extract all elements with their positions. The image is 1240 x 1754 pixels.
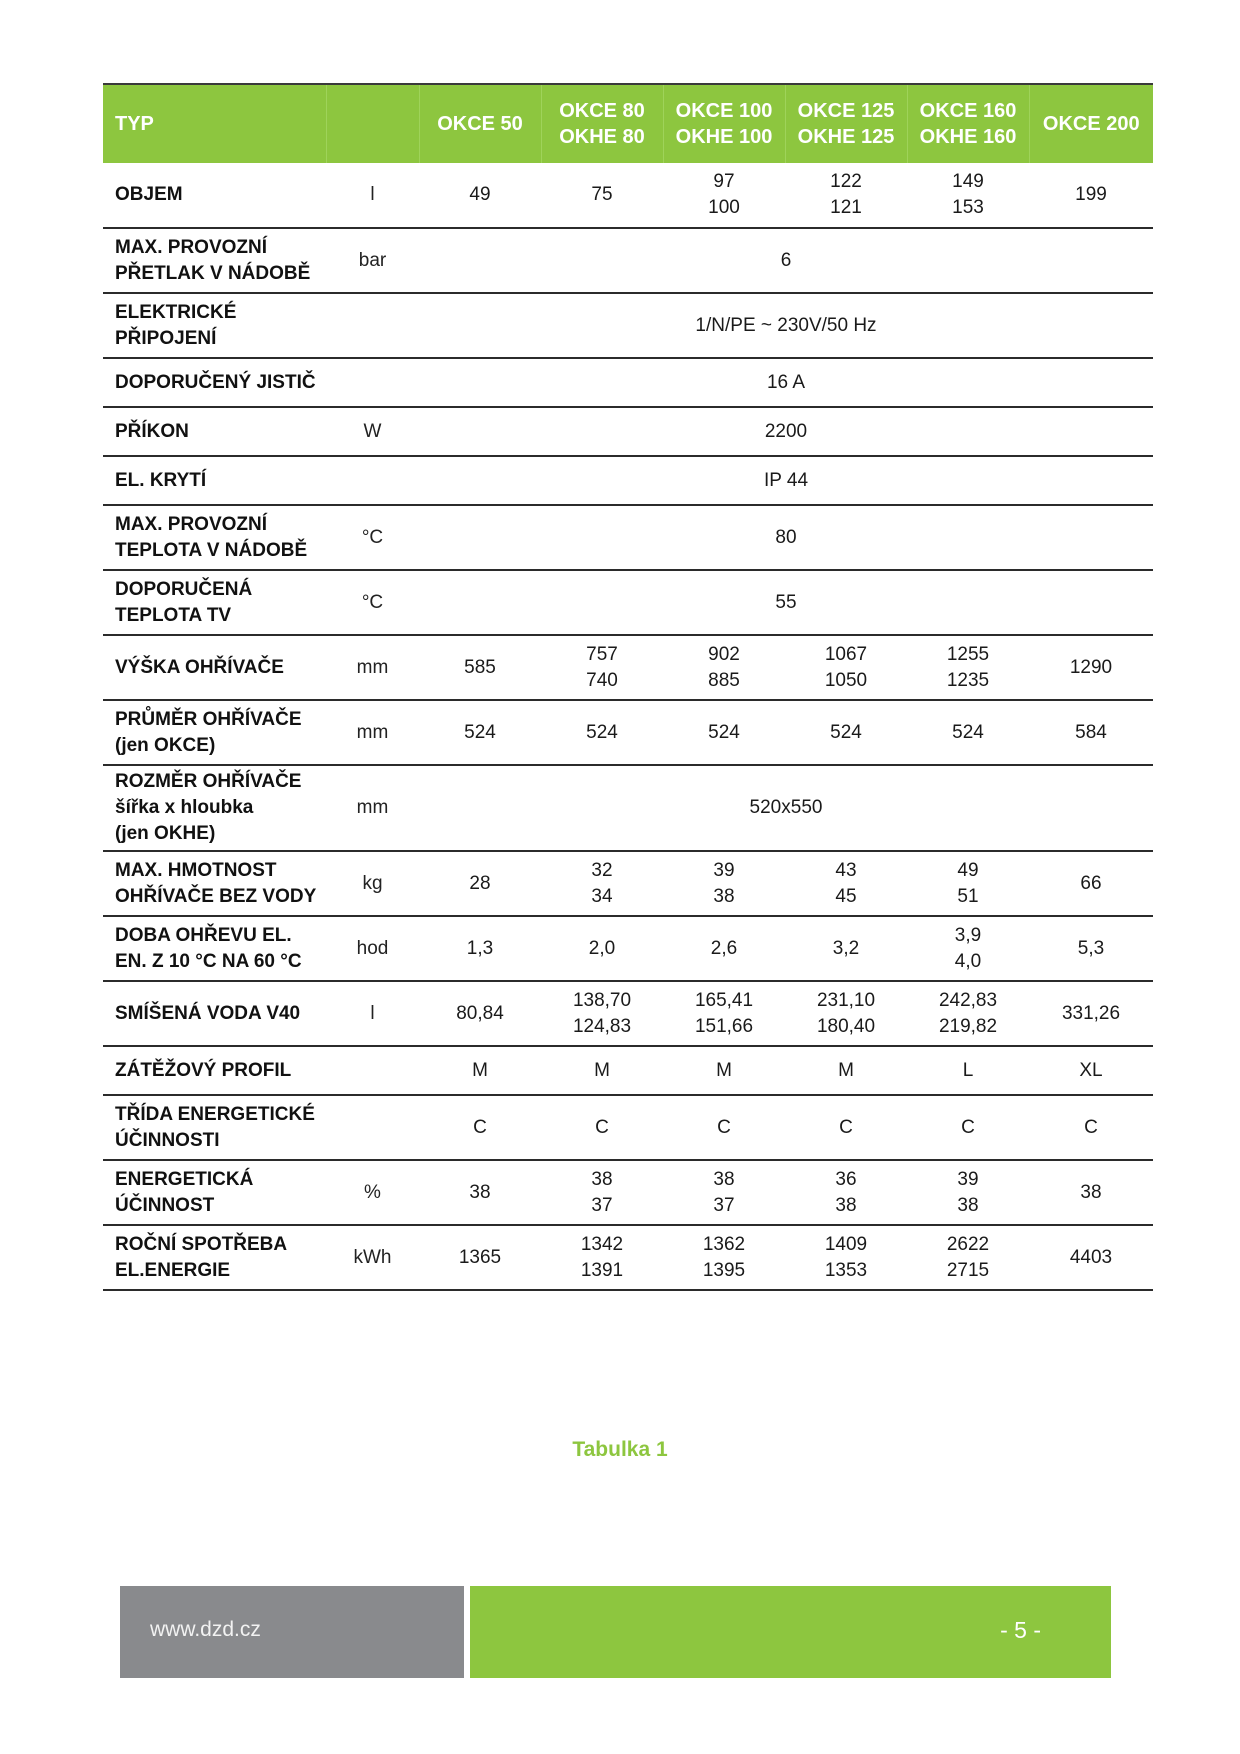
parameter-label xyxy=(103,358,326,407)
shared-value-cell: 16 A xyxy=(419,358,1153,407)
cell-line: 37 xyxy=(591,1194,613,1216)
parameter-label xyxy=(103,456,326,505)
cell-line: SMÍŠENÁ VODA V40 xyxy=(115,1002,301,1024)
parameter-label xyxy=(103,570,326,635)
cell-line: 80,84 xyxy=(456,1002,504,1024)
cell-line: TEPLOTA V NÁDOBĚ xyxy=(115,539,308,561)
cell-line: 2715 xyxy=(946,1259,990,1281)
cell-line: 97 xyxy=(713,171,735,192)
value-cell xyxy=(663,851,785,916)
value-cell xyxy=(541,163,663,228)
header-model xyxy=(1029,84,1153,163)
cell-line: 584 xyxy=(1075,721,1107,743)
value-cell xyxy=(785,916,907,981)
table-caption: Tabulka 1 xyxy=(572,1438,668,1461)
spec-table xyxy=(103,83,1153,1291)
unit-cell xyxy=(326,1095,419,1160)
table-row xyxy=(103,1046,1153,1095)
cell-line: 585 xyxy=(464,656,496,678)
value-cell xyxy=(663,700,785,765)
table-row xyxy=(103,456,1153,505)
value-cell xyxy=(785,981,907,1046)
cell-line: 1409 xyxy=(824,1233,868,1255)
cell-line: 153 xyxy=(952,197,984,218)
cell-line: 28 xyxy=(469,872,491,894)
unit-cell: °C xyxy=(326,570,419,635)
table-row xyxy=(103,1160,1153,1225)
unit-cell: mm xyxy=(326,700,419,765)
cell-line: 1067 xyxy=(824,643,868,665)
page-number: - 5 - xyxy=(1000,1617,1041,1643)
cell-line: 37 xyxy=(713,1194,735,1216)
cell-line: 1362 xyxy=(702,1233,746,1255)
value-cell xyxy=(907,635,1029,700)
cell-line: 1353 xyxy=(824,1259,868,1281)
value-cell xyxy=(785,1046,907,1095)
cell-line: 1,3 xyxy=(466,937,494,959)
table-row xyxy=(103,407,1153,456)
cell-line: ELEKTRICKÉ xyxy=(115,301,237,323)
table-row xyxy=(103,228,1153,293)
cell-line: M xyxy=(472,1059,488,1081)
cell-line: 38 xyxy=(835,1194,857,1216)
footer-website[interactable]: www.dzd.cz xyxy=(150,1618,261,1641)
value-cell xyxy=(663,1046,785,1095)
unit-cell: l xyxy=(326,163,419,228)
cell-line: 66 xyxy=(1080,872,1102,894)
parameter-label xyxy=(103,765,326,851)
unit-cell: hod xyxy=(326,916,419,981)
cell-line: 51 xyxy=(957,885,979,907)
cell-line: 100 xyxy=(708,197,740,218)
value-cell xyxy=(419,916,541,981)
shared-value-cell: 2200 xyxy=(419,407,1153,456)
cell-line: 38 xyxy=(957,1194,979,1216)
cell-line: VÝŠKA OHŘÍVAČE xyxy=(115,656,284,678)
cell-line: 885 xyxy=(708,669,740,691)
cell-line: TŘÍDA ENERGETICKÉ xyxy=(115,1103,315,1125)
value-cell xyxy=(541,1225,663,1290)
cell-line: C xyxy=(839,1116,853,1138)
cell-line: 38 xyxy=(713,885,735,907)
cell-line: 1342 xyxy=(580,1233,624,1255)
header-model xyxy=(663,84,785,163)
unit-cell: mm xyxy=(326,635,419,700)
cell-line: C xyxy=(1084,1116,1098,1138)
value-cell xyxy=(419,1160,541,1225)
value-cell xyxy=(541,1095,663,1160)
cell-line: L xyxy=(962,1059,974,1081)
unit-cell xyxy=(326,293,419,358)
cell-line: (jen OKHE) xyxy=(115,823,216,844)
table-row xyxy=(103,293,1153,358)
cell-line: XL xyxy=(1079,1059,1103,1081)
cell-line: 524 xyxy=(708,721,740,743)
cell-line: MAX. PROVOZNÍ xyxy=(115,236,268,258)
cell-line: PRŮMĚR OHŘÍVAČE xyxy=(115,708,302,730)
cell-line: EN. Z 10 °C NA 60 °C xyxy=(115,950,302,972)
value-cell xyxy=(419,1095,541,1160)
value-cell xyxy=(541,851,663,916)
shared-value-cell: 6 xyxy=(419,228,1153,293)
shared-value-cell: 520x550 xyxy=(419,765,1153,851)
value-cell xyxy=(907,1225,1029,1290)
cell-line: C xyxy=(473,1116,487,1138)
cell-line: OKHE 125 xyxy=(797,126,895,148)
unit-cell: W xyxy=(326,407,419,456)
unit-cell xyxy=(326,1046,419,1095)
value-cell xyxy=(785,700,907,765)
parameter-label xyxy=(103,293,326,358)
shared-value-cell: 55 xyxy=(419,570,1153,635)
unit-cell: °C xyxy=(326,505,419,570)
cell-line: ROZMĚR OHŘÍVAČE xyxy=(115,771,302,792)
cell-line: DOPORUČENÝ JISTIČ xyxy=(115,371,316,393)
cell-line: OKCE 125 xyxy=(797,100,895,122)
parameter-label xyxy=(103,635,326,700)
table-row xyxy=(103,358,1153,407)
value-cell xyxy=(907,1095,1029,1160)
value-cell xyxy=(1029,851,1153,916)
table-row xyxy=(103,851,1153,916)
cell-line: 36 xyxy=(835,1168,857,1190)
header-unit xyxy=(326,84,419,163)
cell-line: 49 xyxy=(469,184,491,205)
cell-line: 38 xyxy=(469,1181,491,1203)
value-cell xyxy=(785,1095,907,1160)
value-cell xyxy=(907,163,1029,228)
cell-line: 122 xyxy=(830,171,862,192)
value-cell xyxy=(663,1160,785,1225)
unit-cell: kg xyxy=(326,851,419,916)
value-cell xyxy=(541,981,663,1046)
cell-line: OKHE 80 xyxy=(559,126,645,148)
cell-line: OHŘÍVAČE BEZ VODY xyxy=(115,885,317,907)
value-cell xyxy=(785,635,907,700)
parameter-label xyxy=(103,1095,326,1160)
unit-cell: % xyxy=(326,1160,419,1225)
cell-line: OKHE 160 xyxy=(919,126,1017,148)
unit-cell xyxy=(326,456,419,505)
value-cell xyxy=(663,635,785,700)
cell-line: EL. KRYTÍ xyxy=(115,469,207,491)
table-row xyxy=(103,916,1153,981)
cell-line: 38 xyxy=(1080,1181,1102,1203)
value-cell xyxy=(907,1046,1029,1095)
value-cell xyxy=(419,851,541,916)
cell-line: C xyxy=(717,1116,731,1138)
value-cell xyxy=(419,1225,541,1290)
cell-line: 39 xyxy=(957,1168,979,1190)
header-type xyxy=(103,84,326,163)
cell-line: 4,0 xyxy=(954,950,982,972)
value-cell xyxy=(785,851,907,916)
cell-line: 757 xyxy=(586,643,618,665)
cell-line: DOBA OHŘEVU EL. xyxy=(115,924,292,946)
cell-line: 740 xyxy=(586,669,618,691)
shared-value-cell: 80 xyxy=(419,505,1153,570)
cell-line: TYP xyxy=(115,113,154,135)
cell-line: 524 xyxy=(952,721,984,743)
value-cell xyxy=(419,1046,541,1095)
cell-line: 2,6 xyxy=(710,937,738,959)
parameter-label xyxy=(103,851,326,916)
value-cell xyxy=(907,851,1029,916)
header-model xyxy=(419,84,541,163)
unit-cell xyxy=(326,358,419,407)
header-model xyxy=(907,84,1029,163)
value-cell xyxy=(785,1160,907,1225)
cell-line: ROČNÍ SPOTŘEBA xyxy=(115,1233,288,1255)
value-cell xyxy=(1029,916,1153,981)
cell-line: 165,41 xyxy=(694,989,754,1011)
parameter-label xyxy=(103,1046,326,1095)
table-row xyxy=(103,765,1153,851)
unit-cell: kWh xyxy=(326,1225,419,1290)
cell-line: ZÁTĚŽOVÝ PROFIL xyxy=(115,1059,292,1081)
value-cell xyxy=(1029,981,1153,1046)
value-cell xyxy=(541,635,663,700)
footer-website-bar xyxy=(120,1586,464,1678)
cell-line: 3,9 xyxy=(954,924,982,946)
header-model xyxy=(785,84,907,163)
table-row xyxy=(103,1225,1153,1290)
cell-line: 49 xyxy=(957,859,979,881)
cell-line: 2622 xyxy=(946,1233,990,1255)
value-cell xyxy=(907,981,1029,1046)
parameter-label xyxy=(103,163,326,228)
cell-line: 1391 xyxy=(580,1259,624,1281)
cell-line: 1395 xyxy=(702,1259,746,1281)
value-cell xyxy=(1029,163,1153,228)
value-cell xyxy=(1029,1225,1153,1290)
value-cell xyxy=(419,700,541,765)
parameter-label xyxy=(103,1160,326,1225)
table-header xyxy=(103,84,1153,163)
value-cell xyxy=(419,635,541,700)
cell-line: 180,40 xyxy=(816,1015,876,1037)
cell-line: OKCE 160 xyxy=(919,100,1017,122)
cell-line: 1050 xyxy=(824,669,868,691)
cell-line: OKHE 100 xyxy=(675,126,773,148)
table-row xyxy=(103,1095,1153,1160)
cell-line: 902 xyxy=(708,643,740,665)
shared-value-cell: IP 44 xyxy=(419,456,1153,505)
table-row xyxy=(103,700,1153,765)
cell-line: 1290 xyxy=(1069,656,1113,678)
cell-line: 1365 xyxy=(458,1246,502,1268)
cell-line: MAX. HMOTNOST xyxy=(115,859,277,881)
cell-line: PŘÍKON xyxy=(115,420,189,442)
cell-line: MAX. PROVOZNÍ xyxy=(115,513,268,535)
cell-line: 124,83 xyxy=(572,1015,632,1037)
cell-line: 121 xyxy=(830,197,862,218)
value-cell xyxy=(663,1225,785,1290)
cell-line: ÚČINNOSTI xyxy=(115,1129,220,1151)
cell-line: 5,3 xyxy=(1077,937,1105,959)
cell-line: 75 xyxy=(591,184,613,205)
value-cell xyxy=(541,916,663,981)
cell-line: 4403 xyxy=(1069,1246,1113,1268)
table-row xyxy=(103,570,1153,635)
value-cell xyxy=(907,916,1029,981)
cell-line: OKCE 200 xyxy=(1042,113,1140,135)
value-cell xyxy=(1029,1095,1153,1160)
cell-line: 242,83 xyxy=(938,989,998,1011)
cell-line: EL.ENERGIE xyxy=(115,1259,231,1281)
cell-line: TEPLOTA TV xyxy=(115,604,232,626)
value-cell xyxy=(1029,1160,1153,1225)
table-body xyxy=(103,163,1153,1290)
value-cell xyxy=(663,981,785,1046)
header-model xyxy=(541,84,663,163)
value-cell xyxy=(907,700,1029,765)
cell-line: 231,10 xyxy=(816,989,876,1011)
parameter-label xyxy=(103,407,326,456)
cell-line: 38 xyxy=(591,1168,613,1190)
cell-line: 524 xyxy=(586,721,618,743)
parameter-label xyxy=(103,228,326,293)
cell-line: PŘIPOJENÍ xyxy=(115,327,217,349)
cell-line: 45 xyxy=(835,885,857,907)
table-row xyxy=(103,163,1153,228)
shared-value-cell: 1/N/PE ~ 230V/50 Hz xyxy=(419,293,1153,358)
value-cell xyxy=(541,1160,663,1225)
cell-line: 151,66 xyxy=(694,1015,754,1037)
value-cell xyxy=(1029,635,1153,700)
cell-line: 43 xyxy=(835,859,857,881)
footer-page-bar xyxy=(470,1586,1111,1678)
value-cell xyxy=(1029,700,1153,765)
table-row xyxy=(103,505,1153,570)
cell-line: šířka x hloubka xyxy=(115,797,254,818)
cell-line: 524 xyxy=(830,721,862,743)
value-cell xyxy=(541,1046,663,1095)
cell-line: 149 xyxy=(952,171,984,192)
value-cell xyxy=(907,1160,1029,1225)
cell-line: M xyxy=(838,1059,854,1081)
cell-line: 524 xyxy=(464,721,496,743)
value-cell xyxy=(541,700,663,765)
cell-line: 39 xyxy=(713,859,735,881)
cell-line: ENERGETICKÁ xyxy=(115,1168,254,1190)
value-cell xyxy=(1029,1046,1153,1095)
unit-cell: bar xyxy=(326,228,419,293)
cell-line: 219,82 xyxy=(938,1015,998,1037)
cell-line: C xyxy=(595,1116,609,1138)
parameter-label xyxy=(103,916,326,981)
cell-line: OKCE 100 xyxy=(675,100,773,122)
value-cell xyxy=(785,1225,907,1290)
value-cell xyxy=(785,163,907,228)
cell-line: 32 xyxy=(591,859,613,881)
cell-line: 34 xyxy=(591,885,613,907)
table-row xyxy=(103,635,1153,700)
header-row xyxy=(103,84,1153,163)
value-cell xyxy=(419,981,541,1046)
parameter-label xyxy=(103,505,326,570)
cell-line: 331,26 xyxy=(1061,1002,1121,1024)
unit-cell: mm xyxy=(326,765,419,851)
cell-line: M xyxy=(716,1059,732,1081)
cell-line: OBJEM xyxy=(115,184,183,205)
cell-line: 38 xyxy=(713,1168,735,1190)
cell-line: (jen OKCE) xyxy=(115,734,216,756)
cell-line: DOPORUČENÁ xyxy=(115,578,253,600)
value-cell xyxy=(419,163,541,228)
parameter-label xyxy=(103,981,326,1046)
cell-line: ÚČINNOST xyxy=(115,1194,215,1216)
table-row xyxy=(103,981,1153,1046)
unit-cell: l xyxy=(326,981,419,1046)
cell-line: 2,0 xyxy=(588,937,616,959)
value-cell xyxy=(663,916,785,981)
value-cell xyxy=(663,163,785,228)
cell-line: OKCE 80 xyxy=(559,100,645,122)
cell-line: OKCE 50 xyxy=(437,113,523,135)
cell-line: 199 xyxy=(1075,184,1107,205)
cell-line: 1235 xyxy=(946,669,990,691)
cell-line: 1255 xyxy=(946,643,990,665)
value-cell xyxy=(663,1095,785,1160)
cell-line: C xyxy=(961,1116,975,1138)
parameter-label xyxy=(103,700,326,765)
cell-line: PŘETLAK V NÁDOBĚ xyxy=(115,262,311,284)
cell-line: 138,70 xyxy=(572,989,632,1011)
cell-line: 3,2 xyxy=(832,937,860,959)
parameter-label xyxy=(103,1225,326,1290)
cell-line: M xyxy=(594,1059,610,1081)
